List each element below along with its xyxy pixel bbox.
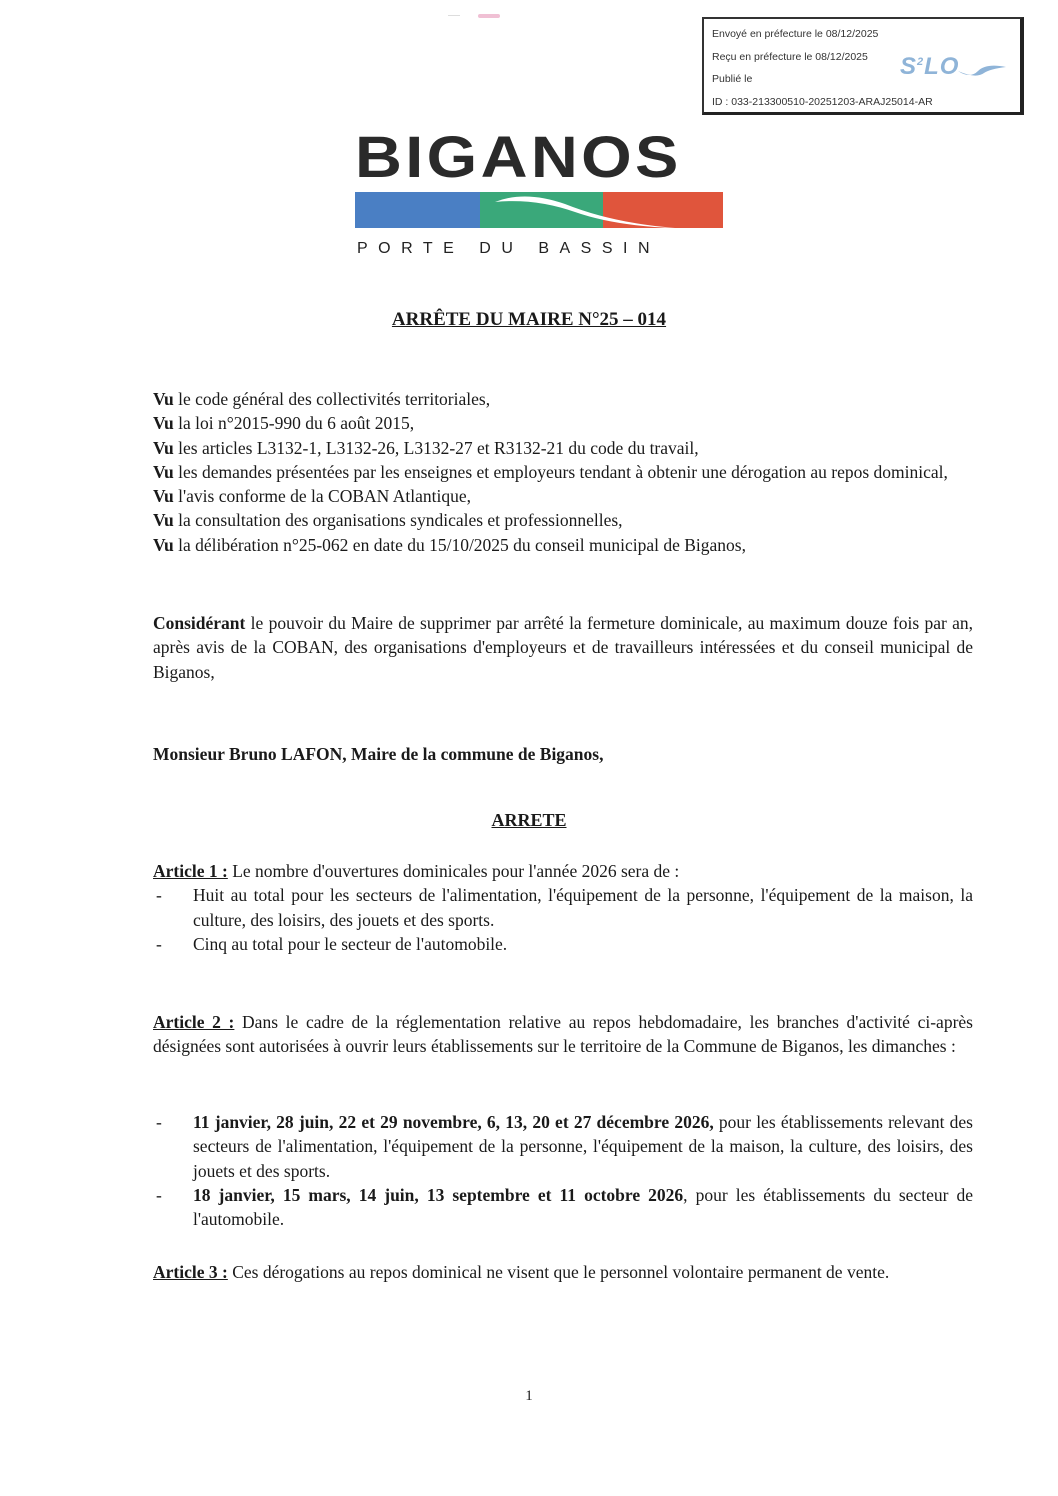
article-1-item: - Huit au total pour les secteurs de l'alimentation, l'équipement de la personne, l'équipement de la maison, la culture, des loisirs, des jouets et des sports. <box>193 883 973 932</box>
article-3-label: Article 3 : <box>153 1262 228 1282</box>
visa-4: Vu les demandes présentées par les enseignes et employeurs tendant à obtenir une dérogation au repos dominical, <box>153 461 948 482</box>
logo-tagline: PORTE DU BASSIN <box>357 240 661 257</box>
logo-wave-icon <box>355 192 723 228</box>
mayor-line: Monsieur Bruno LAFON, Maire de la commune de Biganos, <box>153 744 604 764</box>
stamp-sent: Envoyé en préfecture le 08/12/2025 <box>712 28 879 40</box>
visa-3: Vu les articles L3132-1, L3132-26, L3132-27 et R3132-21 du code du travail, <box>153 437 699 458</box>
s2lo-logo: $S^2LO$ <box>900 53 960 80</box>
arrete-heading: ARRETE <box>491 810 567 830</box>
prefecture-stamp <box>702 17 1024 115</box>
logo-name: BIGANOS <box>355 125 682 190</box>
stamp-received: Reçu en préfecture le 08/12/2025 <box>712 50 868 63</box>
scan-mark <box>448 6 508 12</box>
article-2-list <box>153 1110 973 1231</box>
article-1-item: - Cinq au total pour le secteur de l'automobile. <box>193 932 973 956</box>
article-2-item: - 18 janvier, 15 mars, 14 juin, 13 septembre et 11 octobre 2026, pour les établissements du secteur de l'automobile. <box>193 1183 973 1232</box>
visa-2: Vu la loi n°2015-990 du 6 août 2015, <box>153 413 415 434</box>
visa-6: Vu la consultation des organisations syndicales et professionnelles, <box>153 510 623 531</box>
considerant-section: Considérant le pouvoir du Maire de supprimer par arrêté la fermeture dominicale, au maximum douze fois par an, après avis de la COBAN, des organisations d'employeurs et de travailleurs intéressées et du conseil municipal de Biganos, <box>153 613 973 682</box>
article-2-label: Article 2 : <box>153 1012 235 1032</box>
article-1-label: Article 1 : <box>153 861 228 881</box>
article-2-item: - 11 janvier, 28 juin, 22 et 29 novembre, 6, 13, 20 et 27 décembre 2026, pour les établissements relevant des secteurs de l'alimentation, l'équipement de la personne, l'équipement de la maison, la culture, des loisirs, des jouets et des sports. <box>193 1110 973 1183</box>
page-number: 1 <box>525 1388 533 1404</box>
s2lo-swoosh-icon <box>956 63 1008 79</box>
document-title: ARRÊTE DU MAIRE N°25 – 014 <box>391 309 667 330</box>
visa-5: Vu l'avis conforme de la COBAN Atlantique, <box>153 486 471 507</box>
stamp-id: ID : 033-213300510-20251203-ARAJ25014-AR <box>712 95 933 108</box>
stamp-published: Publié le <box>712 73 753 85</box>
article-1: Article 1 : Le nombre d'ouvertures dominicales pour l'année 2026 sera de : - Huit au total pour les secteurs de l'alimentation, l'équipement de la personne, l'équipement de la maison, la culture, des loisirs, des jouets et des sports. - Cinq au total pour le secteur de l'automobile. <box>153 859 973 956</box>
visa-7: Vu la délibération n°25-062 en date du 15/10/2025 du conseil municipal de Biganos, <box>153 534 746 555</box>
visa-1: Vu le code général des collectivités territoriales, <box>153 389 491 409</box>
biganos-logo <box>355 125 723 258</box>
visas-section <box>153 387 973 557</box>
logo-color-band <box>355 192 723 228</box>
article-3: Article 3 : Ces dérogations au repos dominical ne visent que le personnel volontaire permanent de vente. <box>153 1262 890 1282</box>
article-2: Article 2 : Dans le cadre de la réglementation relative au repos hebdomadaire, les branches d'activité ci-après désignées sont autorisées à ouvrir leurs établissements sur le territoire de la Commune de Biganos, les dimanches : <box>153 1012 973 1057</box>
